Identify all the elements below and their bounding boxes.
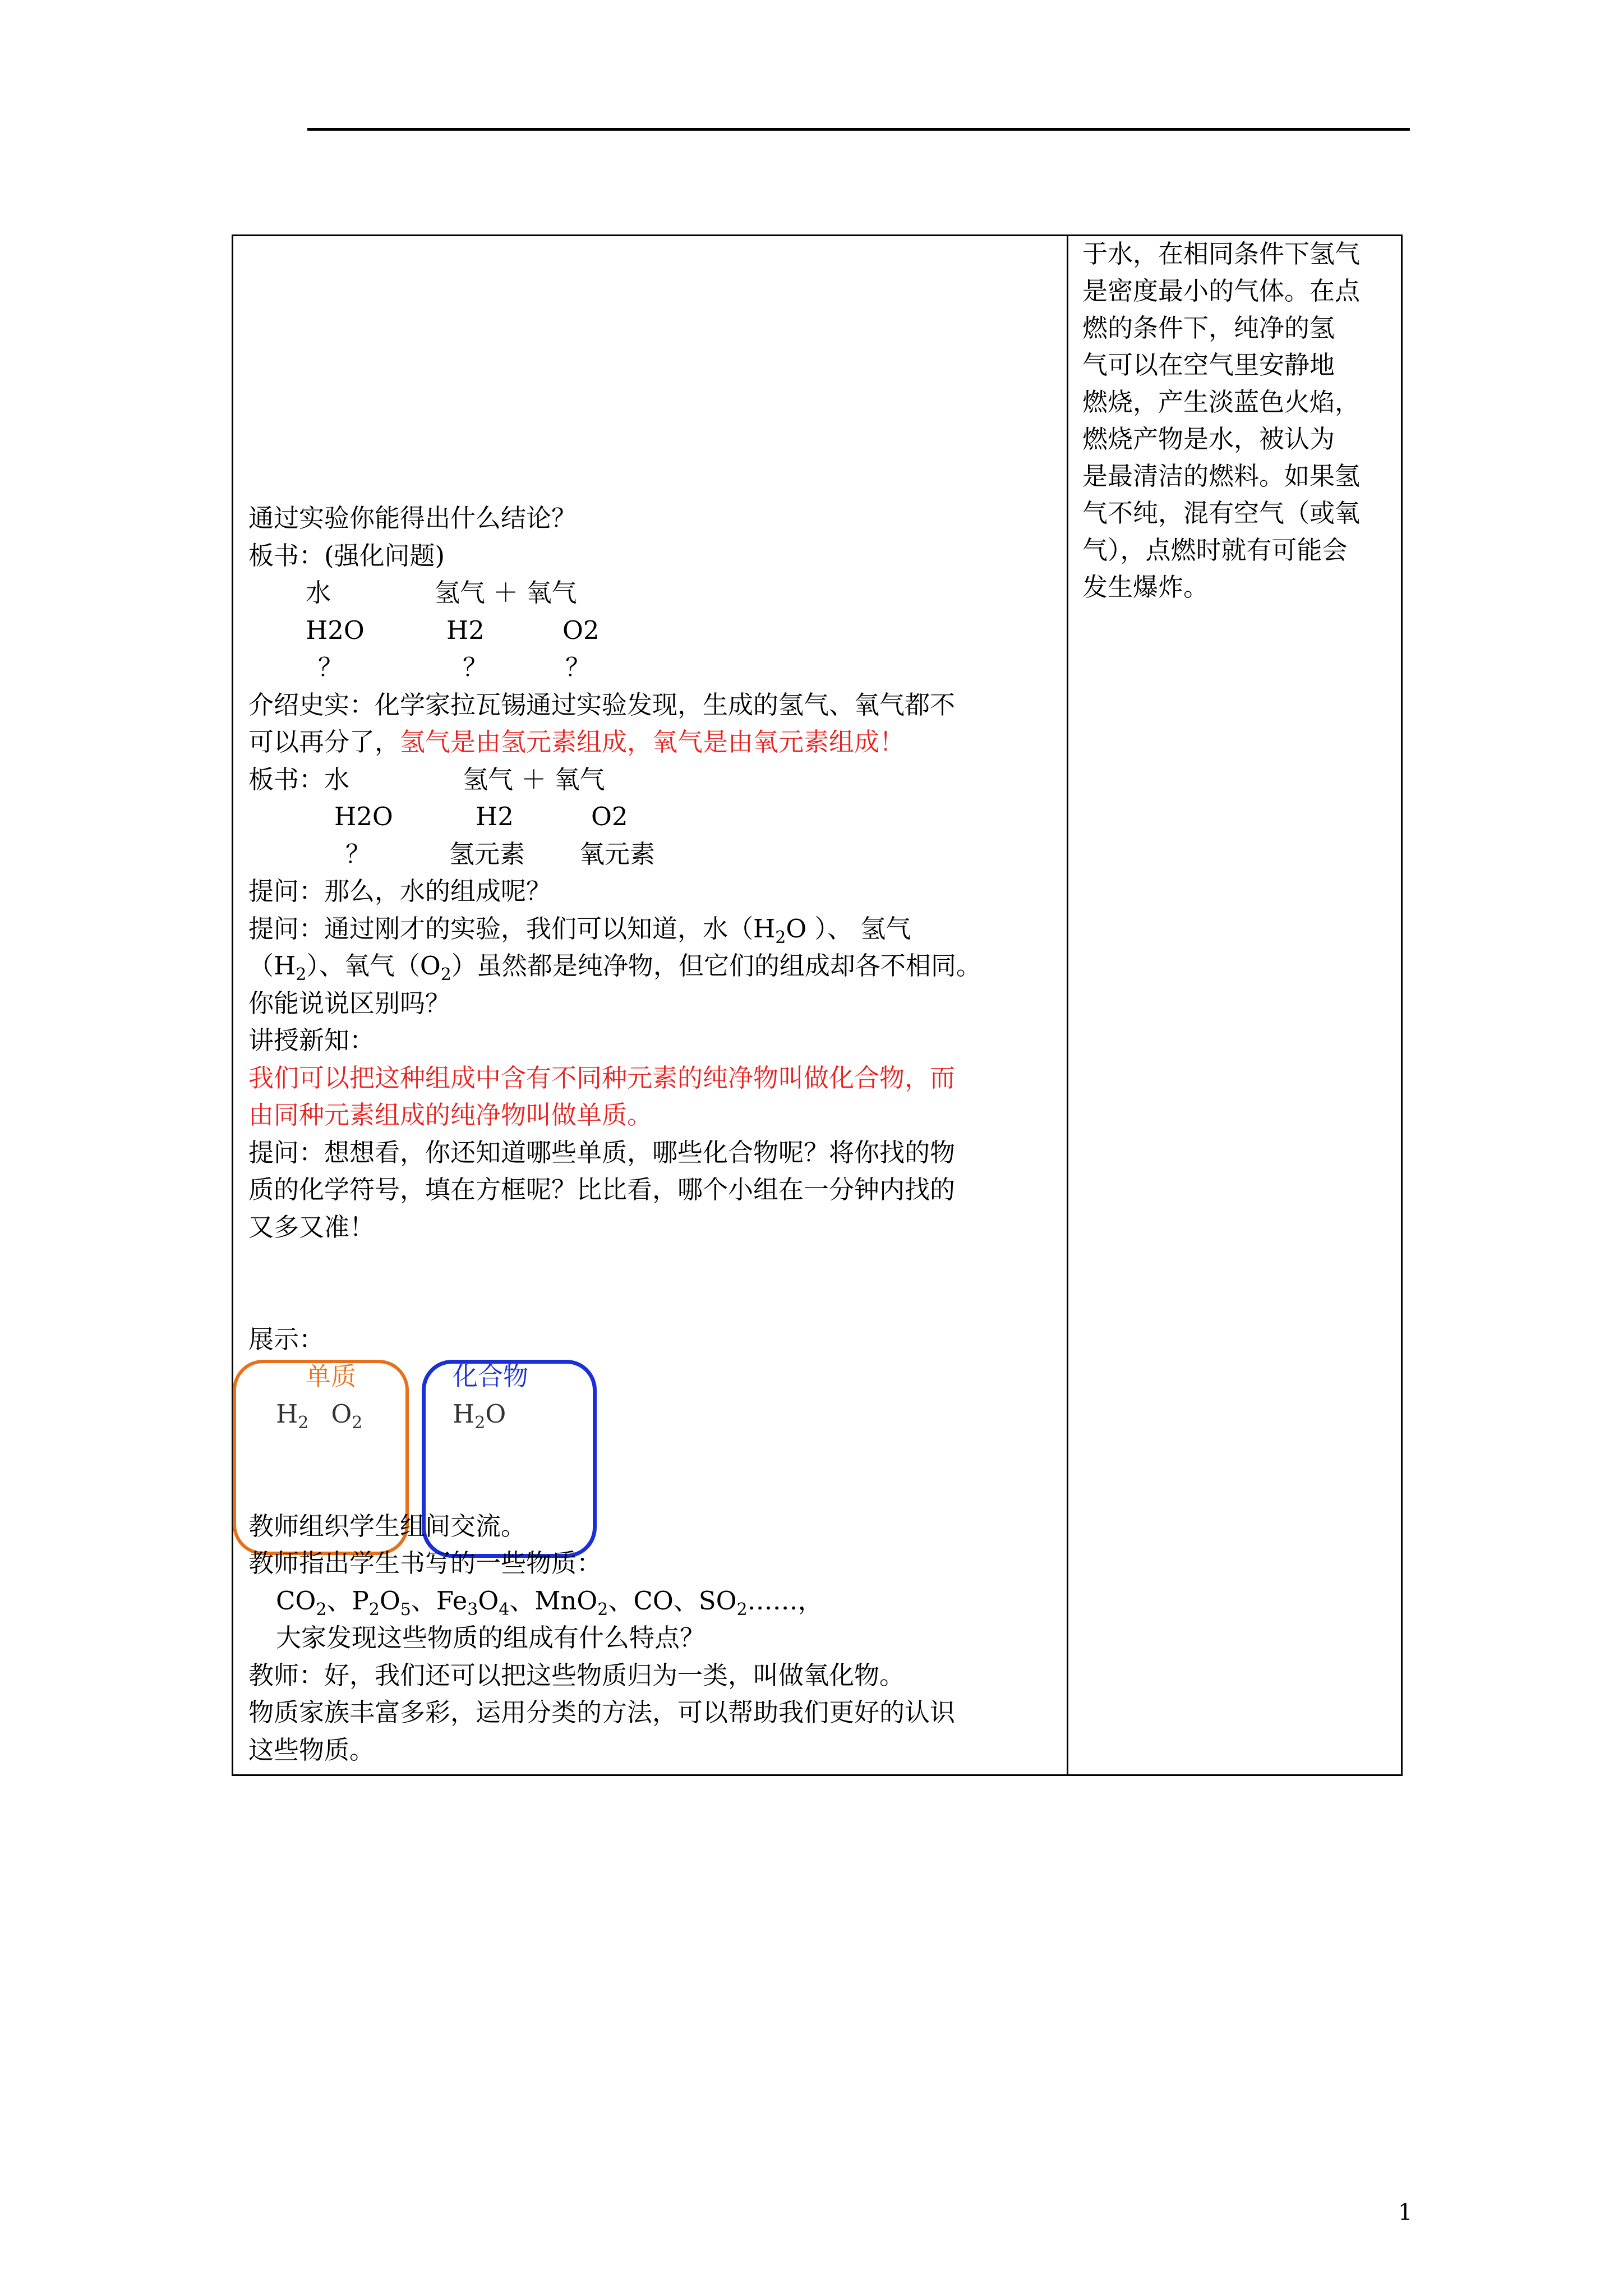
features-question: 大家发现这些物质的组成有什么特点？ bbox=[276, 1623, 706, 1653]
compound-formula: $H_2O$ bbox=[453, 1399, 506, 1433]
board1-h2: H2 bbox=[446, 615, 485, 645]
side-note-line: 气可以在空气里安静地 bbox=[1082, 350, 1335, 380]
ask-water-composition: 提问：那么，水的组成呢？ bbox=[248, 876, 552, 906]
side-note-line: 发生爆炸。 bbox=[1082, 572, 1209, 602]
board1-q-h2: ？ bbox=[463, 652, 488, 682]
board1-q-water: ？ bbox=[318, 652, 344, 682]
side-note-line: 于水，在相同条件下氢气 bbox=[1082, 239, 1361, 269]
board2-h-element: 氢元素 bbox=[449, 839, 525, 869]
ask-find-line-3: 又多又准！ bbox=[248, 1212, 375, 1242]
board2-o2: O2 bbox=[591, 802, 628, 831]
ask-difference-line-1: 提问：通过刚才的实验，我们可以知道，水（$H_2O$ ）、 氢气 bbox=[248, 914, 911, 947]
oxide-formula-list: $CO_2$、$P_2O_5$、$Fe_3O_4$、MnO$_2$、CO、$SO_2\dots\dots$， bbox=[276, 1586, 823, 1619]
summary-line-1: 物质家族丰富多彩，运用分类的方法，可以帮助我们更好的认识 bbox=[248, 1697, 956, 1727]
ask-find-line-2: 质的化学符号，填在方框呢？比比看，哪个小组在一分钟内找的 bbox=[248, 1175, 956, 1204]
side-note-line: 气），点燃时就有可能会 bbox=[1082, 535, 1348, 565]
table-column-divider bbox=[1067, 234, 1068, 1776]
history-line-1: 介绍史实：化学家拉瓦锡通过实验发现，生成的氢气、氧气都不 bbox=[248, 690, 956, 720]
board2-h2o: H2O bbox=[334, 802, 393, 831]
show-label: 展示： bbox=[248, 1324, 325, 1354]
side-note-line: 气不纯，混有空气（或氧 bbox=[1082, 498, 1361, 528]
side-note-line: 是密度最小的气体。在点 bbox=[1082, 276, 1361, 306]
board1-products: 氢气 ＋ 氧气 bbox=[435, 578, 577, 608]
definition-line-2: 由同种元素组成的纯净物叫做单质。 bbox=[248, 1100, 653, 1130]
history-highlight: 氢气是由氢元素组成，氧气是由氧元素组成！ bbox=[400, 727, 905, 757]
board1-h2o: H2O bbox=[306, 615, 365, 645]
side-note-line: 燃烧，产生淡蓝色火焰， bbox=[1082, 387, 1361, 417]
header-rule bbox=[307, 128, 1410, 131]
compound-title: 化合物 bbox=[453, 1361, 529, 1391]
page-number: 1 bbox=[1398, 2200, 1413, 2225]
board-label-1: 板书：(强化问题) bbox=[248, 541, 445, 570]
ask-find-line-1: 提问：想想看，你还知道哪些单质，哪些化合物呢？将你找的物 bbox=[248, 1138, 956, 1167]
ask-difference-line-2: $(H_2)$、氧气$(O_2)$虽然都是纯净物，但它们的组成却各不相同。 bbox=[248, 951, 981, 984]
side-note-line: 是最清洁的燃料。如果氢 bbox=[1082, 461, 1361, 491]
side-note-line: 燃烧产物是水，被认为 bbox=[1082, 424, 1335, 454]
board2-label: 板书：水 bbox=[248, 765, 350, 794]
simple-substance-title: 单质 bbox=[306, 1361, 357, 1391]
simple-substance-formulas: $H_2$ $O_2$ bbox=[276, 1399, 363, 1433]
conclusion-question: 通过实验你能得出什么结论？ bbox=[248, 503, 577, 533]
board2-h2: H2 bbox=[476, 802, 514, 831]
board2-o-element: 氧元素 bbox=[579, 839, 656, 869]
board1-water: 水 bbox=[306, 578, 331, 608]
ask-difference-line-3: 你能说说区别吗？ bbox=[248, 988, 451, 1018]
summary-line-2: 这些物质。 bbox=[248, 1735, 375, 1765]
teacher-oxide: 教师：好，我们还可以把这些物质归为一类，叫做氧化物。 bbox=[248, 1660, 905, 1690]
board2-products: 氢气 ＋ 氧气 bbox=[463, 765, 605, 794]
board2-q-water: ？ bbox=[345, 839, 371, 869]
teacher-points-out: 教师指出学生书写的一些物质： bbox=[248, 1548, 602, 1578]
board1-q-o2: ？ bbox=[565, 652, 591, 682]
side-note-line: 燃的条件下，纯净的氢 bbox=[1082, 313, 1335, 343]
definition-line-1: 我们可以把这种组成中含有不同种元素的纯净物叫做化合物，而 bbox=[248, 1063, 956, 1093]
board1-o2: O2 bbox=[562, 615, 600, 645]
history-line-2: 可以再分了，氢气是由氢元素组成，氧气是由氧元素组成！ bbox=[248, 727, 905, 757]
new-knowledge-label: 讲授新知： bbox=[248, 1025, 375, 1055]
group-exchange: 教师组织学生组间交流。 bbox=[248, 1511, 527, 1541]
